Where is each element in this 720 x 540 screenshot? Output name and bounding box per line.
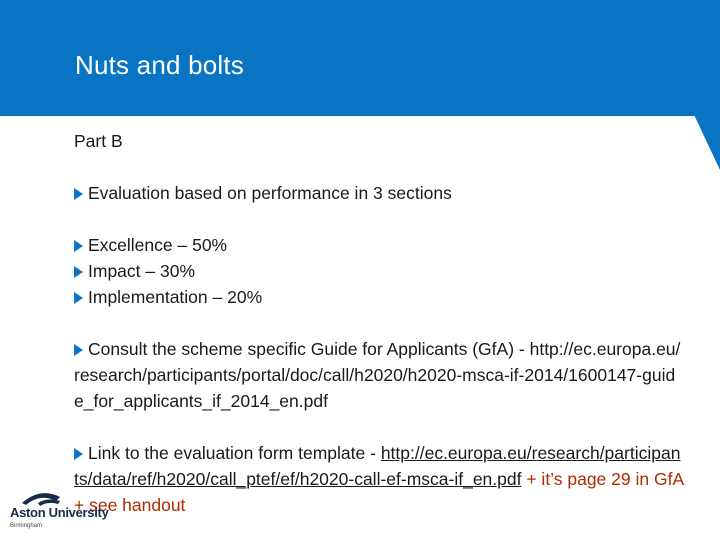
criteria-text: Impact – 30% xyxy=(88,261,195,281)
arrow-bullet-icon xyxy=(74,266,83,278)
bullet-link-suffix: + it’s page 29 in GfA + see handout xyxy=(74,469,684,515)
arrow-bullet-icon xyxy=(74,292,83,304)
arrow-bullet-icon xyxy=(74,448,83,460)
evaluation-form-link[interactable]: http://ec.europa.eu/research/participants/data/ref/h2020/call_ptef/ef/h2020-call-ef-msca-if_en.pdf xyxy=(74,443,681,489)
criteria-text: Excellence – 50% xyxy=(88,235,228,255)
criteria-item xyxy=(74,284,684,310)
logo-name: Aston University xyxy=(10,505,109,520)
criteria-item xyxy=(74,232,684,258)
slide-content xyxy=(74,128,684,518)
bullet-link xyxy=(74,440,684,518)
guide-url[interactable]: http://ec.europa.eu/research/participants/portal/doc/call/h2020/h2020-msca-if-2014/1600147-guide_for_applicants_if_2014_en.pdf xyxy=(74,339,681,411)
bullet-link-text: Link to the evaluation form template - xyxy=(88,443,376,463)
bullet-evaluation xyxy=(74,180,684,206)
arrow-bullet-icon xyxy=(74,240,83,252)
bullet-consult-text: Consult the scheme specific Guide for Applicants (GfA) - xyxy=(88,339,525,359)
arrow-bullet-icon xyxy=(74,344,83,356)
subheading: Part B xyxy=(74,131,123,151)
bullet-consult xyxy=(74,336,684,414)
logo-sub: Birmingham xyxy=(10,523,43,529)
criteria-text: Implementation – 20% xyxy=(88,287,263,307)
arrow-bullet-icon xyxy=(74,188,83,200)
criteria-item xyxy=(74,258,684,284)
slide-title: Nuts and bolts xyxy=(75,50,245,80)
bullet-evaluation-text: Evaluation based on performance in 3 sections xyxy=(88,183,452,203)
